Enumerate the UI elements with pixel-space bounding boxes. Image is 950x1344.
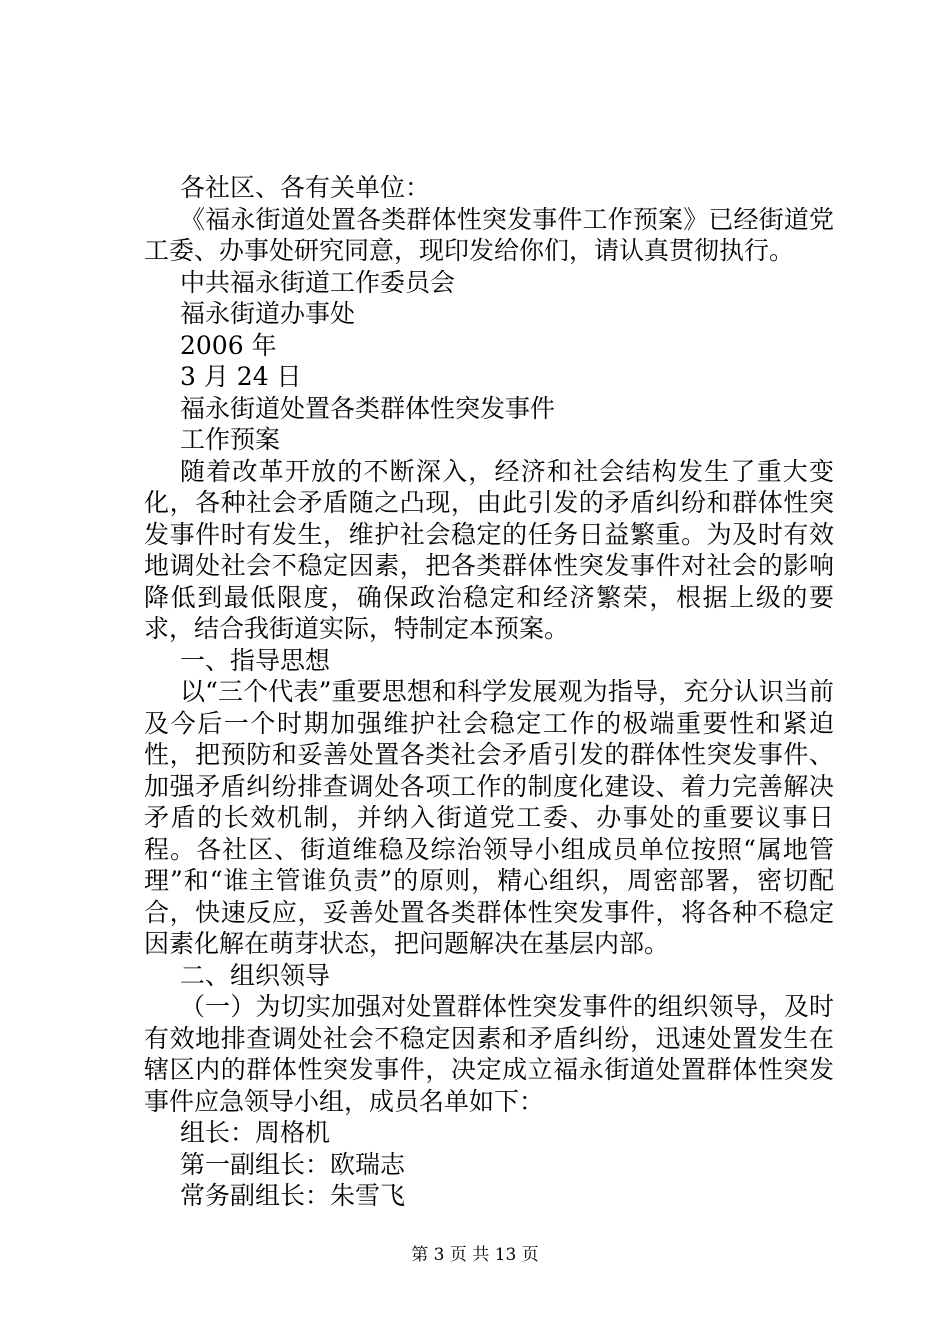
document-title-line-2: 工作预案 xyxy=(180,425,281,454)
page-number: 第 3 页 共 13 页 xyxy=(411,1245,539,1265)
background-paragraph: 随着改革开放的不断深入，经济和社会结构发生了重大变化，各种社会矛盾随之凸现，由此引发的矛盾纠纷和群体性突发事件时有发生，维护社会稳定的任务日益繁重。为及时有效地调处社会不稳定因素，把各类群体性突发事件对社会的影响降低到最低限度，确保政治稳定和经济繁荣，根据上级的要求，结合我街道实际，特制定本预案。 xyxy=(144,456,834,643)
date-day: 3 月 24 日 xyxy=(180,362,302,391)
member-leader: 组长：周格机 xyxy=(180,1118,331,1147)
sender-committee: 中共福永街道工作委员会 xyxy=(180,267,456,297)
member-first-deputy: 第一副组长：欧瑞志 xyxy=(180,1149,406,1179)
sender-office: 福永街道办事处 xyxy=(180,299,356,328)
document-title-line-1: 福永街道处置各类群体性突发事件 xyxy=(180,393,556,423)
member-executive-deputy: 常务副组长：朱雪飞 xyxy=(180,1181,406,1210)
organization-paragraph: （一）为切实加强对处置群体性突发事件的组织领导，及时有效地排查调处社会不稳定因素和矛盾纠纷，迅速处置发生在辖区内的群体性突发事件，决定成立福永街道处置群体性突发事件应急领导小组，成员名单如下： xyxy=(144,992,834,1116)
guiding-ideology-paragraph: 以“三个代表”重要思想和科学发展观为指导，充分认识当前及今后一个时期加强维护社会稳定工作的极端重要性和紧迫性，把预防和妥善处置各类社会矛盾引发的群体性突发事件、加强矛盾纠纷排查调处各项工作的制度化建设、着力完善解决矛盾的长效机制，并纳入街道党工委、办事处的重要议事日程。各社区、街道维稳及综治领导小组成员单位按照“属地管理”和“谁主管谁负责”的原则，精心组织，周密部署，密切配合，快速反应，妥善处置各类群体性突发事件，将各种不稳定因素化解在萌芽状态，把问题解决在基层内部。 xyxy=(144,677,834,958)
intro-paragraph: 《福永街道处置各类群体性突发事件工作预案》已经街道党工委、办事处研究同意，现印发给你们，请认真贯彻执行。 xyxy=(144,204,834,265)
section-heading-guiding-ideology: 一、指导思想 xyxy=(180,645,331,675)
salutation: 各社区、各有关单位： xyxy=(180,173,431,202)
document-body xyxy=(144,172,834,1212)
date-year: 2006 年 xyxy=(180,330,277,360)
section-heading-organization: 二、组织领导 xyxy=(180,960,331,990)
